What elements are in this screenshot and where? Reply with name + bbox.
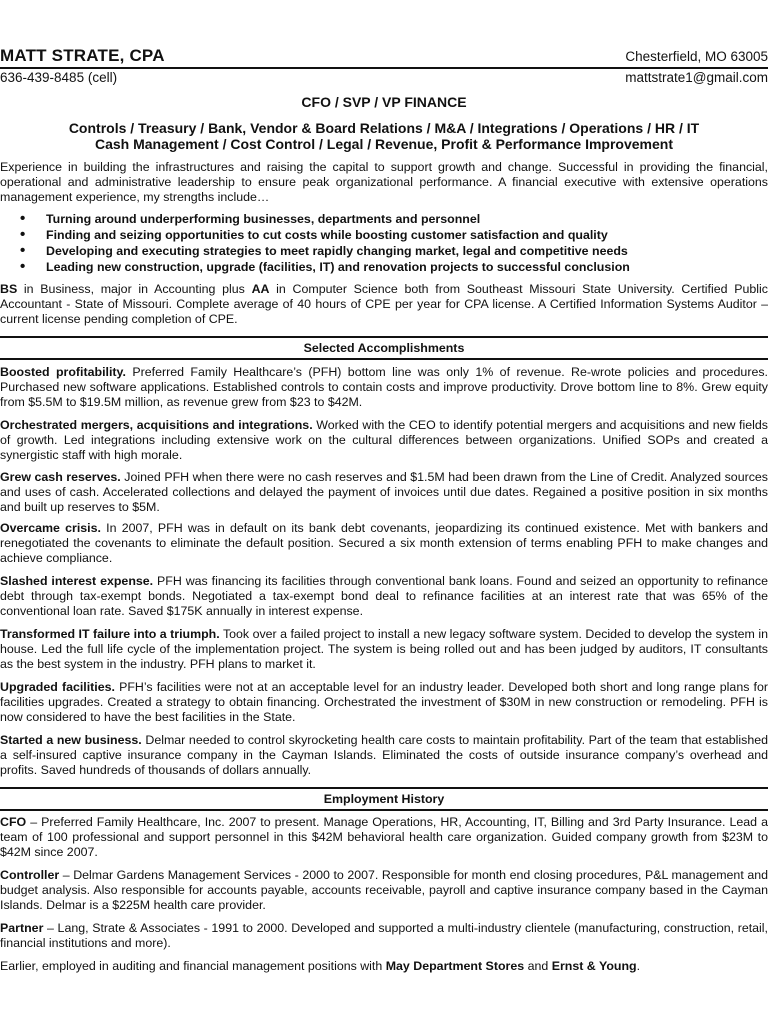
accomplishment-item (0, 733, 768, 779)
accomplishment-text: Delmar needed to control skyrocketing health care costs to maintain profitability. Part of the team that established a self-insured captive insurance company in the Cayman Islands. Eliminated the costs of outside insurance company’s overhead and profits. Saved hundreds of thousands of dollars annually. (0, 733, 768, 778)
degree-bs: BS (0, 282, 18, 296)
location: Chesterfield, MO 63005 (625, 49, 768, 64)
target-title: CFO / SVP / VP FINANCE (301, 94, 467, 110)
accomplishment-text: PFH’s facilities were not at an acceptable level for an industry leader. Developed both short and long range plans for facilities upgrades. Created a strategy to obtain financing. Orchestrated the investment of $30M in new construction or remodeling. PFH is now considered to have the best facilities in the State. (0, 680, 768, 725)
employment-heading: Employment History (0, 787, 768, 811)
accomplishments-heading: Selected Accomplishments (0, 336, 768, 360)
strengths-list (0, 211, 768, 275)
list-item: • Turning around underperforming businesses, departments and personnel (0, 211, 768, 227)
employment-item (0, 868, 768, 914)
list-item: • Leading new construction, upgrade (facilities, IT) and renovation projects to successful conclusion (0, 259, 768, 275)
summary-paragraph: Experience in building the infrastructures and raising the capital to support growth and change. Successful in providing the financial, operational and administrative leadership to ensure peak organizational performance. A financial executive with extensive operations management experience, my strengths include… (0, 160, 768, 205)
earlier-text: Earlier, employed in auditing and financial management positions with (0, 959, 386, 973)
earlier-company-1: May Department Stores (385, 959, 525, 973)
earlier-experience (0, 959, 768, 974)
employment-role: Controller (0, 868, 60, 882)
accomplishment-item (0, 521, 768, 567)
phone-number: 636-439-8485 (cell) (0, 70, 118, 85)
accomplishment-lead: Upgraded facilities. (0, 680, 115, 694)
education-text-2: in Computer Science both from Southeast Missouri State University. Certified Public Accountant - State of Missouri. Complete average of 40 hours of CPE per year for CPA license. A Certified Information Systems Auditor – current license pending completion of CPE. (0, 282, 768, 327)
accomplishment-lead: Overcame crisis. (0, 521, 101, 535)
accomplishment-text: In 2007, PFH was in default on its bank debt covenants, jeopardizing its continued existence. Met with bankers and renegotiated the covenants to eliminate the default position. Secured a six month extension of terms enabling PFH to make changes and achieve compliance. (0, 521, 768, 566)
accomplishment-text: PFH was financing its facilities through conventional bank loans. Found and seized an opportunity to refinance debt through tax-exempt bonds. Negotiated a tax-exempt bond deal to refinance facilities at an interest rate that was 65% of the conventional loan rate. Saved $175K annually in interest expense. (0, 574, 768, 619)
earlier-end: . (636, 959, 641, 973)
accomplishment-lead: Orchestrated mergers, acquisitions and integrations. (0, 418, 313, 432)
accomplishment-text: Joined PFH when there were no cash reserves and $1.5M had been drawn from the Line of Credit. Analyzed sources and uses of cash. Accelerated collections and delayed the payment of invoices until due dates. Regained a positive position in six months and built up reserves to $5M. (0, 470, 768, 515)
skills-line-1: Controls / Treasury / Bank, Vendor & Board Relations / M&A / Integrations / Operations / HR / IT (68, 120, 700, 136)
candidate-name: MATT STRATE, CPA (0, 46, 165, 65)
accomplishment-item (0, 574, 768, 620)
employment-role: Partner (0, 921, 44, 935)
accomplishment-lead: Transformed IT failure into a triumph. (0, 627, 220, 641)
employment-role: CFO (0, 815, 27, 829)
skills-line-2: Cash Management / Cost Control / Legal / Revenue, Profit & Performance Improvement (94, 136, 673, 152)
accomplishment-lead: Grew cash reserves. (0, 470, 121, 484)
list-item: • Developing and executing strategies to meet rapidly changing market, legal and competitive needs (0, 243, 768, 259)
employment-item (0, 815, 768, 861)
employment-text: – Preferred Family Healthcare, Inc. 2007 to present. Manage Operations, HR, Accounting, IT, Billing and 3rd Party Insurance. Lead a team of 100 professional and support personnel in this $42M behavioral health care organization. Guided company growth from $23M to $42M since 2007. (0, 815, 768, 860)
accomplishment-item (0, 365, 768, 411)
employment-item (0, 921, 768, 951)
accomplishment-lead: Started a new business. (0, 733, 142, 747)
earlier-and: and (524, 959, 552, 973)
accomplishment-text: Worked with the CEO to identify potential mergers and acquisitions and new fields of growth. Led integrations including extensive work on the cultural differences between organizations. Unified SOPs and created a synergistic staff with high morale. (0, 418, 768, 463)
accomplishment-text: Preferred Family Healthcare’s (PFH) bottom line was only 1% of revenue. Re-wrote policies and procedures. Purchased new software applications. Established controls to contain costs and improve productivity. Drove bottom line to 8%. Grew equity from $5.5M to $19.5M million, as revenue grew from $23 to $42M. (0, 365, 768, 410)
accomplishment-item (0, 418, 768, 464)
education-text-1: in Business, major in Accounting plus (17, 282, 252, 296)
accomplishment-item (0, 680, 768, 726)
employment-text: – Delmar Gardens Management Services - 2000 to 2007. Responsible for month end closing procedures, P&L management and budget analysis. Also responsible for accounts payable, accounts receivable, payroll and captive insurance company based in the Cayman Islands. Delmar is a $225M health care provider. (0, 868, 768, 913)
email-address: mattstrate1@gmail.com (625, 70, 768, 85)
earlier-company-2: Ernst & Young (551, 959, 637, 973)
employment-text: – Lang, Strate & Associates - 1991 to 2000. Developed and supported a multi-industry clientele (manufacturing, construction, retail, financial institutions and more). (0, 921, 768, 951)
degree-aa: AA (251, 282, 270, 296)
education-paragraph (0, 282, 768, 328)
accomplishment-lead: Boosted profitability. (0, 365, 126, 379)
header-divider (0, 67, 768, 69)
accomplishment-lead: Slashed interest expense. (0, 574, 154, 588)
list-item: • Finding and seizing opportunities to cut costs while boosting customer satisfaction and quality (0, 227, 768, 243)
accomplishment-item (0, 470, 768, 516)
accomplishment-item (0, 627, 768, 673)
accomplishment-text: Took over a failed project to install a new legacy software system. Decided to develop the system in house. Led the full life cycle of the implementation project. The system is being rolled out and has been judged by auditors, IT consultants as the best system in the industry. PFH plans to market it. (0, 627, 768, 672)
